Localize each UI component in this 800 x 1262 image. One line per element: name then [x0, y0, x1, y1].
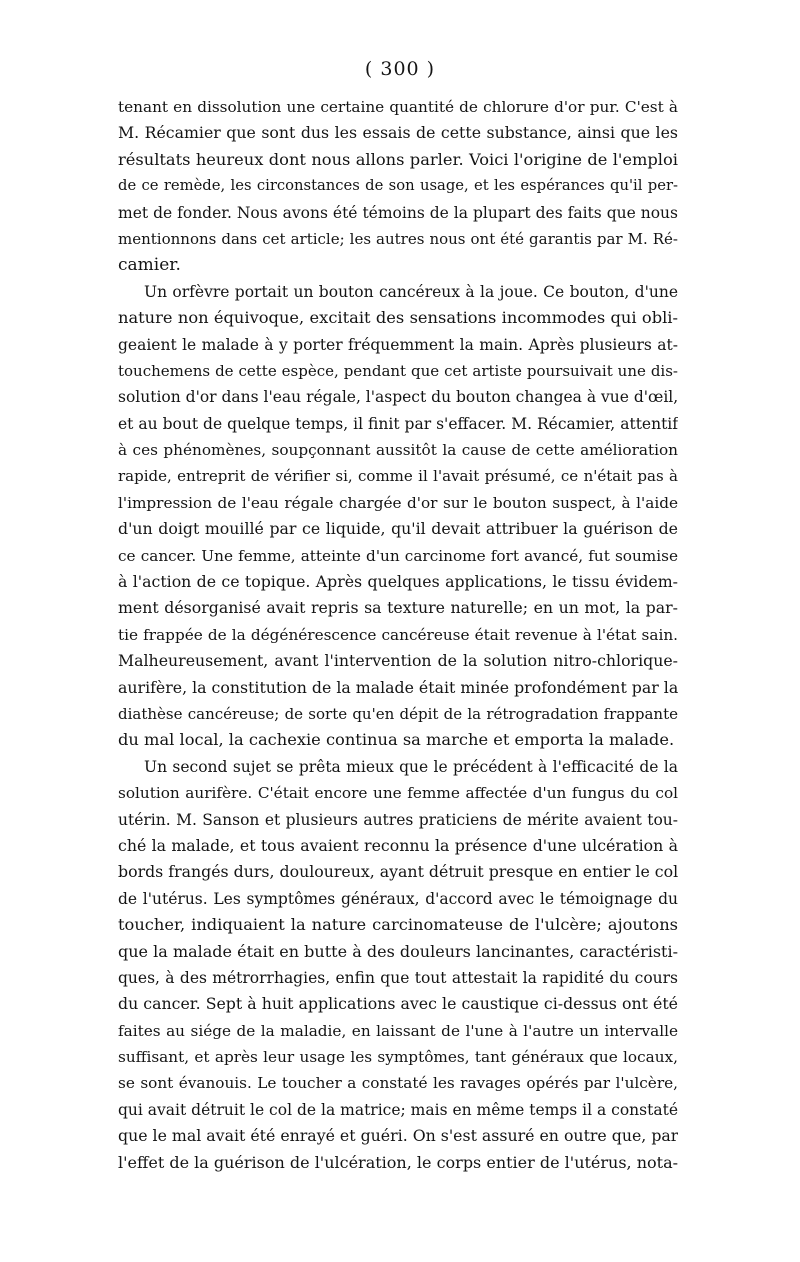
text-line: d'un doigt mouillé par ce liquide, qu'il devait attribuer la guérison de: [118, 519, 678, 539]
text-line: M. Récamier que sont dus les essais de cette substance, ainsi que les: [118, 123, 678, 143]
text-line: que le mal avait été enrayé et guéri. On s'est assuré en outre que, par: [118, 1126, 678, 1146]
text-line: ques, à des métrorrhagies, enfin que tout attestait la rapidité du cours: [118, 968, 678, 987]
text-line: camier.: [118, 255, 181, 276]
text-line: et au bout de quelque temps, il finit par s'effacer. M. Récamier, attentif: [118, 414, 678, 433]
text-line: qui avait détruit le col de la matrice; mais en même temps il a constaté: [118, 1100, 678, 1119]
text-line: ché la malade, et tous avaient reconnu la présence d'une ulcération à: [118, 835, 678, 855]
text-line: que la malade était en butte à des douleurs lancinantes, caractéristi-: [118, 941, 678, 961]
text-line: faites au siége de la maladie, en laissant de l'une à l'autre un intervalle: [118, 1021, 678, 1040]
text-line: de ce remède, les circonstances de son usage, et les espérances qu'il per-: [118, 177, 678, 195]
text-line: touchemens de cette espèce, pendant que cet artiste poursuivait une dis-: [118, 361, 678, 380]
text-line: du mal local, la cachexie continua sa marche et emporta la malade.: [118, 730, 675, 750]
text-line: geaient le malade à y porter fréquemment la main. Après plusieurs at-: [118, 335, 678, 354]
text-line: l'impression de l'eau régale chargée d'or sur le bouton suspect, à l'aide: [118, 493, 678, 512]
text-line: tie frappée de la dégénérescence cancéreuse était revenue à l'état sain.: [118, 625, 678, 644]
text-line: toucher, indiquaient la nature carcinomateuse de l'ulcère; ajoutons: [118, 915, 678, 935]
text-line: bords frangés durs, douloureux, ayant détruit presque en entier le col: [118, 862, 678, 882]
text-line: met de fonder. Nous avons été témoins de la plupart des faits que nous: [118, 203, 678, 222]
text-line: Un second sujet se prêta mieux que le précédent à l'efficacité de la: [144, 757, 678, 776]
text-line: nature non équivoque, excitait des sensations incommodes qui obli-: [118, 308, 678, 328]
text-line: tenant en dissolution une certaine quantité de chlorure d'or pur. C'est à: [118, 98, 678, 116]
text-line: Un orfèvre portait un bouton cancéreux à la joue. Ce bouton, d'une: [144, 282, 678, 301]
text-line: mentionnons dans cet article; les autres nous ont été garantis par M. Ré-: [118, 229, 678, 248]
text-line: diathèse cancéreuse; de sorte qu'en dépit de la rétrogradation frappante: [118, 704, 678, 723]
text-line: rapide, entreprit de vérifier si, comme il l'avait présumé, ce n'était pas à: [118, 467, 678, 486]
text-line: ce cancer. Une femme, atteinte d'un carcinome fort avancé, fut soumise: [118, 546, 678, 565]
text-line: du cancer. Sept à huit applications avec le caustique ci-dessus ont été: [118, 994, 678, 1014]
text-line: utérin. M. Sanson et plusieurs autres praticiens de mérite avaient tou-: [118, 810, 678, 829]
text-line: se sont évanouis. Le toucher a constaté les ravages opérés par l'ulcère,: [118, 1074, 678, 1093]
body-text: [118, 94, 678, 1176]
text-line: à l'action de ce topique. Après quelques applications, le tissu évidem-: [118, 572, 678, 592]
text-line: aurifère, la constitution de la malade était minée profondément par la: [118, 677, 678, 697]
text-line: l'effet de la guérison de l'ulcération, le corps entier de l'utérus, nota-: [118, 1152, 678, 1172]
text-line: Malheureusement, avant l'intervention de la solution nitro-chlorique-: [118, 651, 678, 671]
text-line: solution aurifère. C'était encore une femme affectée d'un fungus du col: [118, 784, 678, 803]
text-line: à ces phénomènes, soupçonnant aussitôt la cause de cette amélioration: [118, 441, 678, 460]
text-line: de l'utérus. Les symptômes généraux, d'accord avec le témoignage du: [118, 889, 678, 908]
page-number: ( 300 ): [364, 58, 436, 80]
text-line: solution d'or dans l'eau régale, l'aspect du bouton changea à vue d'œil,: [118, 388, 678, 407]
text-line: suffisant, et après leur usage les symptômes, tant généraux que locaux,: [118, 1048, 678, 1067]
text-line: ment désorganisé avait repris sa texture naturelle; en un mot, la par-: [118, 598, 678, 618]
text-line: résultats heureux dont nous allons parler. Voici l'origine de l'emploi: [118, 149, 678, 169]
